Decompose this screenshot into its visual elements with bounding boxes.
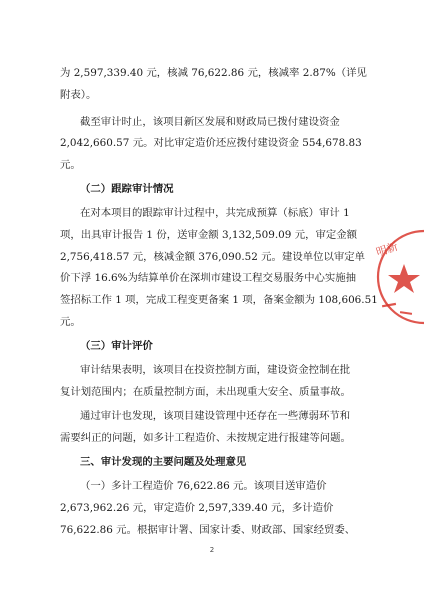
seal-lettering: 明新 bbox=[374, 239, 400, 260]
body-text-line: 2,042,660.57 元。对比审定造价还应拨付建设资金 554,678.83 bbox=[60, 137, 362, 149]
body-text-line: 2,673,962.26 元，审定造价 2,597,339.40 元，多计造价 bbox=[60, 502, 334, 514]
body-text-line: 元。 bbox=[60, 159, 81, 171]
body-text-line: 2,756,418.57 元，核减金额 376,090.52 元。建设单位以审定单 bbox=[60, 251, 366, 263]
body-text-line: 在对本项目的跟踪审计过程中，共完成预算（标底）审计 1 bbox=[80, 207, 350, 219]
body-text-line: 价下浮 16.6%为结算单价在深圳市建设工程交易服务中心实施抽 bbox=[60, 272, 357, 284]
seal-star-icon bbox=[388, 264, 420, 293]
body-text-line: 为 2,597,339.40 元，核减 76,622.86 元，核减率 2.87%（详见 bbox=[60, 67, 367, 79]
body-text-line: 截至审计时止，该项目新区发展和财政局已拨付建设资金 bbox=[80, 116, 340, 128]
body-text-line: 复计划范围内；在质量控制方面，未出现重大安全、质量事故。 bbox=[60, 386, 351, 398]
body-text-line: 需要纠正的问题，如多计工程造价、未按规定进行报建等问题。 bbox=[60, 432, 351, 444]
body-text-line: 附表）。 bbox=[60, 89, 97, 101]
chapter-heading: 三、审计发现的主要问题及处理意见 bbox=[80, 456, 247, 468]
section-heading: （三）审计评价 bbox=[80, 340, 153, 352]
body-text-line: （一）多计工程造价 76,622.86 元。该项目送审造价 bbox=[80, 480, 327, 492]
official-seal-stamp bbox=[370, 228, 424, 326]
body-text-line: 76,622.86 元。根据审计署、国家计委、财政部、国家经贸委、 bbox=[60, 524, 356, 536]
body-text-line: 元。 bbox=[60, 316, 81, 328]
body-text-line: 审计结果表明，该项目在投资控制方面，建设资金控制在批 bbox=[80, 364, 351, 376]
body-text-line: 签招标工作 1 项，完成工程变更备案 1 项，备案金额为 108,606.51 bbox=[60, 294, 378, 306]
section-heading: （二）跟踪审计情况 bbox=[80, 183, 174, 195]
page-number: 2 bbox=[209, 546, 215, 554]
body-text-line: 通过审计也发现，该项目建设管理中还存在一些薄弱环节和 bbox=[80, 410, 351, 422]
body-text-line: 项，出具审计报告 1 份，送审金额 3,132,509.09 元，审定金额 bbox=[60, 229, 358, 241]
